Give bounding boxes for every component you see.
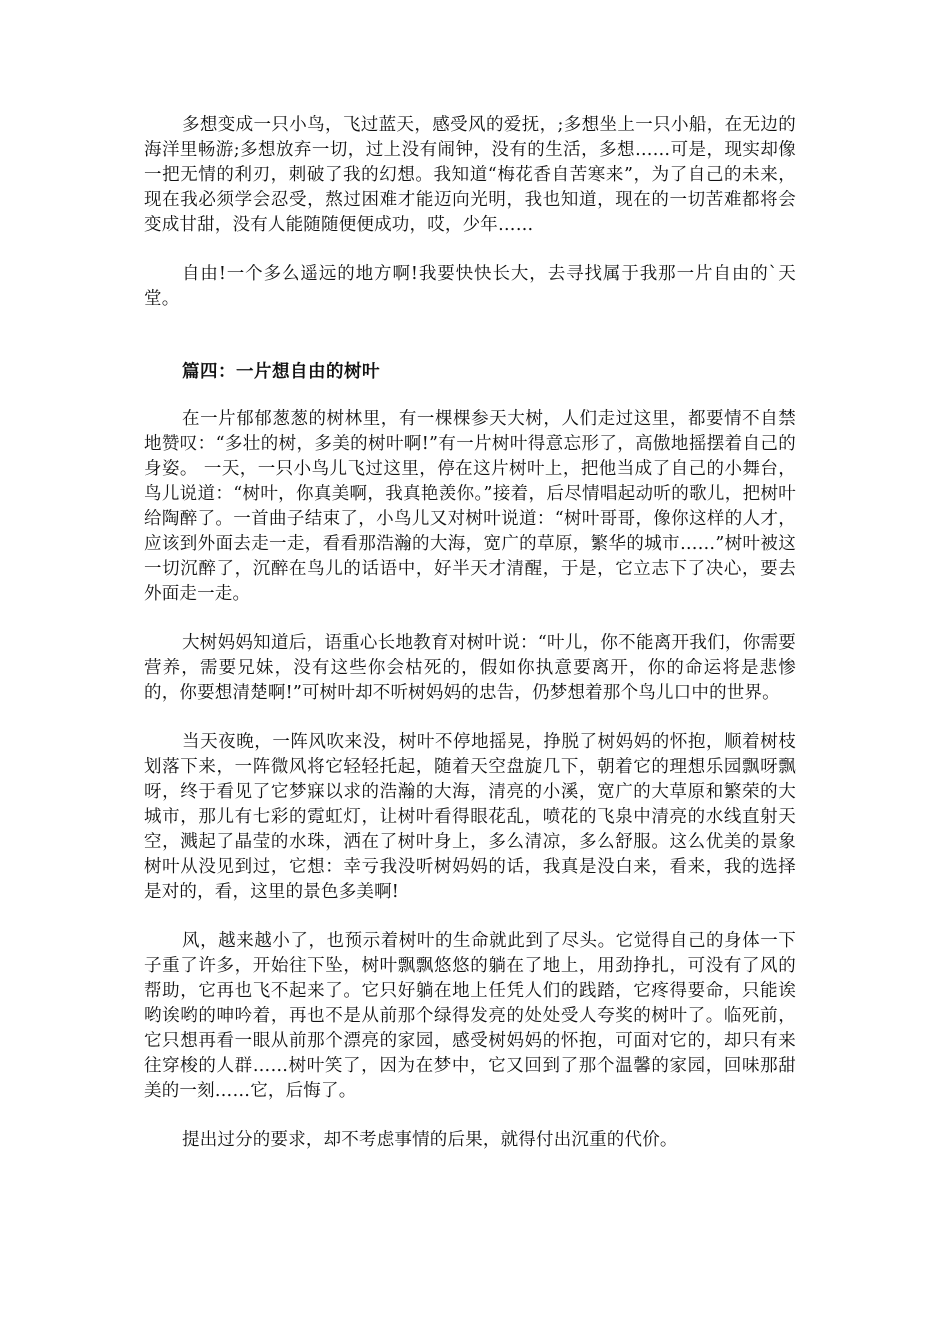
paragraph-freedom: 自由!一个多么遥远的地方啊!我要快快长大，去寻找属于我那一片自由的`天堂。 (144, 264, 796, 309)
section-title: 篇四：一片想自由的树叶 (182, 362, 380, 382)
paragraph-forest: 在一片郁郁葱葱的树林里，有一棵棵参天大树，人们走过这里，都要情不自禁地赞叹：“多壮的树，多美的树叶啊!”有一片树叶得意忘形了，高傲地摇摆着自己的身姿。 一天，一只小鸟儿飞过这里，停在这片树叶上，把他当成了自己的小舞台，鸟儿说道：“树叶，你真美啊，我真艳羡你。”接着，后尽情唱起动听的歌儿，把树叶给陶醉了。一首曲子结束了，小鸟儿又对树叶说道：“树叶哥哥，像你这样的人才，应该到外面去走一走，看看那浩瀚的大海，宽广的草原，繁华的城市……”树叶被这一切沉醉了，沉醉在鸟儿的话语中，好半天才清醒，于是，它立志下了决心，要去外面走一走。 (144, 409, 796, 604)
paragraph-bird-wish: 多想变成一只小鸟，飞过蓝天，感受风的爱抚，;多想坐上一只小船，在无边的海洋里畅游;多想放弃一切，过上没有闹钟，没有的生活，多想……可是，现实却像一把无情的利刃，刺破了我的幻想。我知道“梅花香自苦寒来”，为了自己的未来，现在我必须学会忍受，熬过困难才能迈向光明，我也知道，现在的一切苦难都将会变成甘甜，没有人能随随便便成功，哎，少年…… (144, 115, 796, 235)
paragraph-falling-leaf: 风，越来越小了，也预示着树叶的生命就此到了尽头。它觉得自己的身体一下子重了许多，开始往下坠，树叶飘飘悠悠的躺在了地上，用劲挣扎，可没有了风的帮助，它再也飞不起来了。它只好躺在地上任凭人们的践踏，它疼得要命，只能诶哟诶哟的呻吟着，再也不是从前那个绿得发亮的处处受人夸奖的树叶了。临死前，它只想再看一眼从前那个漂亮的家园，感受树妈妈的怀抱，可面对它的，却只有来往穿梭的人群……树叶笑了，因为在梦中，它又回到了那个温馨的家园，回味那甜美的一刻……它，后悔了。 (144, 931, 796, 1101)
document-body (144, 113, 796, 1153)
paragraph-mother-tree: 大树妈妈知道后，语重心长地教育对树叶说：“叶儿，你不能离开我们，你需要营养，需要兄妹，没有这些你会枯死的，假如你执意要离开，你的命运将是悲惨的，你要想清楚啊!”可树叶却不听树妈妈的忠告，仍梦想着那个鸟儿口中的世界。 (144, 633, 796, 703)
paragraph-night-wind: 当天夜晚，一阵风吹来没，树叶不停地摇晃，挣脱了树妈妈的怀抱，顺着树枝划落下来，一阵微风将它轻轻托起，随着天空盘旋几下，朝着它的理想乐园飘呀飘呀，终于看见了它梦寐以求的浩瀚的大海，清亮的小溪，宽广的大草原和繁荣的大城市，那儿有七彩的霓虹灯，让树叶看得眼花乱，喷花的飞泉中清亮的水线直射天空，溅起了晶莹的水珠，洒在了树叶身上，多么清凉，多么舒服。这么优美的景象树叶从没见到过，它想：幸亏我没听树妈妈的话，我真是没白来，看来，我的选择是对的，看，这里的景色多美啊! (144, 732, 796, 902)
paragraph-moral: 提出过分的要求，却不考虑事情的后果，就得付出沉重的代价。 (182, 1130, 678, 1150)
